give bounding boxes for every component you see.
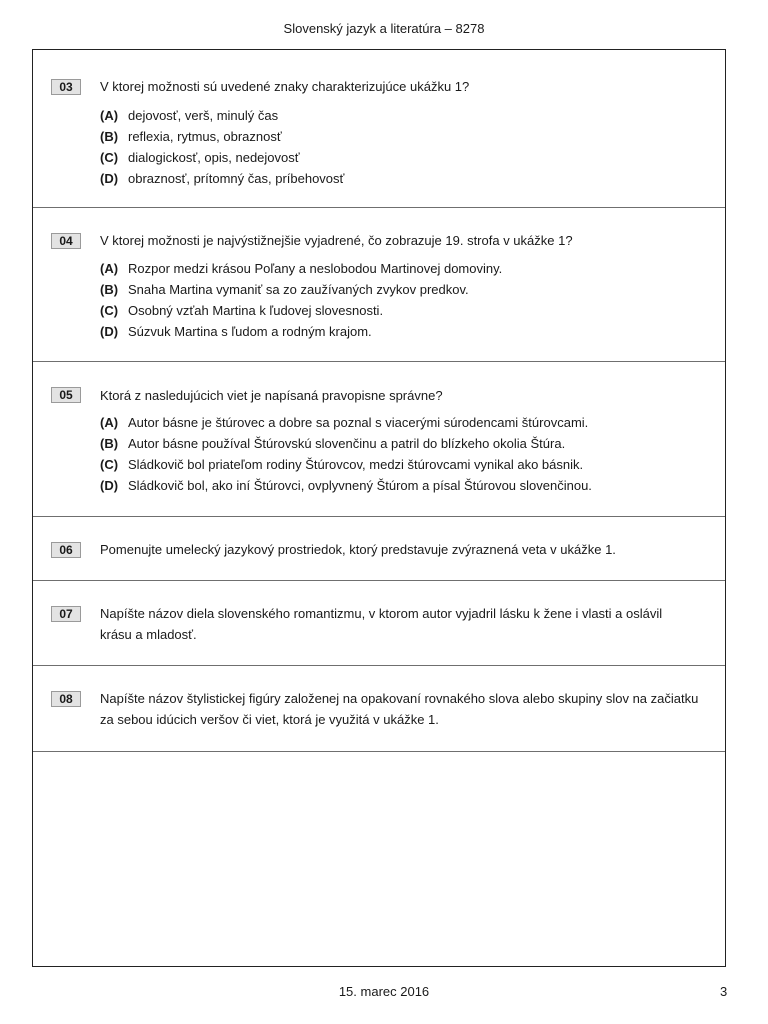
option-label: (B) bbox=[100, 282, 119, 297]
option-d[interactable] bbox=[100, 168, 715, 189]
question-08 bbox=[33, 665, 725, 752]
option-text: Autor básne je štúrovec a dobre sa poznal s viacerými súrodencami štúrovcami. bbox=[128, 415, 589, 430]
option-d[interactable] bbox=[100, 321, 715, 342]
question-text: Ktorá z nasledujúcich viet je napísaná pravopisne správne? bbox=[100, 388, 443, 403]
option-text: reflexia, rytmus, obraznosť bbox=[128, 129, 282, 144]
option-label: (C) bbox=[100, 150, 119, 165]
question-number: 05 bbox=[51, 387, 81, 403]
question-text: Pomenujte umelecký jazykový prostriedok, ktorý predstavuje zvýraznená veta v ukážke 1. bbox=[100, 542, 616, 557]
option-label: (D) bbox=[100, 478, 119, 493]
option-text: dialogickosť, opis, nedejovosť bbox=[128, 150, 300, 165]
option-d[interactable] bbox=[100, 475, 715, 496]
option-text: Sládkovič bol priateľom rodiny Štúrovcov, medzi štúrovcami vynikal ako básnik. bbox=[128, 457, 584, 472]
page-number: 3 bbox=[720, 984, 728, 999]
option-text: Autor básne používal Štúrovskú slovenčinu a patril do blízkeho okolia Štúra. bbox=[128, 436, 566, 451]
question-number: 07 bbox=[51, 606, 81, 622]
option-a[interactable] bbox=[100, 105, 715, 126]
option-label: (C) bbox=[100, 303, 119, 318]
question-number: 04 bbox=[51, 233, 81, 249]
question-06 bbox=[33, 516, 725, 581]
option-text: Sládkovič bol, ako iní Štúrovci, ovplyvnený Štúrom a písal Štúrovou slovenčinou. bbox=[128, 478, 592, 493]
option-text: dejovosť, verš, minulý čas bbox=[128, 108, 279, 123]
question-number: 03 bbox=[51, 79, 81, 95]
option-text: Rozpor medzi krásou Poľany a neslobodou Martinovej domoviny. bbox=[128, 261, 503, 276]
answer-area[interactable] bbox=[33, 751, 725, 966]
answer-options bbox=[100, 258, 715, 342]
option-label: (B) bbox=[100, 129, 119, 144]
question-text: V ktorej možnosti je najvýstižnejšie vyjadrené, čo zobrazuje 19. strofa v ukážke 1? bbox=[100, 233, 573, 248]
option-c[interactable] bbox=[100, 454, 715, 475]
question-number: 06 bbox=[51, 542, 81, 558]
option-b[interactable] bbox=[100, 433, 715, 454]
page-header: Slovenský jazyk a literatúra – 8278 bbox=[283, 21, 485, 36]
option-label: (C) bbox=[100, 457, 119, 472]
option-label: (A) bbox=[100, 261, 119, 276]
option-text: Snaha Martina vymaniť sa zo zaužívaných zvykov predkov. bbox=[128, 282, 469, 297]
option-text: Súzvuk Martina s ľudom a rodným krajom. bbox=[128, 324, 372, 339]
option-label: (D) bbox=[100, 171, 119, 186]
question-03 bbox=[33, 50, 725, 208]
footer-date: 15. marec 2016 bbox=[338, 984, 430, 999]
option-b[interactable] bbox=[100, 126, 715, 147]
answer-options bbox=[100, 412, 715, 496]
question-number: 08 bbox=[51, 691, 81, 707]
option-label: (B) bbox=[100, 436, 119, 451]
questions-frame bbox=[32, 49, 726, 967]
option-c[interactable] bbox=[100, 300, 715, 321]
question-07 bbox=[33, 580, 725, 666]
option-label: (A) bbox=[100, 108, 119, 123]
option-text: Osobný vzťah Martina k ľudovej slovesnosti. bbox=[128, 303, 384, 318]
option-a[interactable] bbox=[100, 258, 715, 279]
question-05 bbox=[33, 361, 725, 517]
question-04 bbox=[33, 207, 725, 362]
option-b[interactable] bbox=[100, 279, 715, 300]
question-text: Napíšte názov diela slovenského romantizmu, v ktorom autor vyjadril lásku k žene i vlasti a oslávil krásu a mladosť. bbox=[100, 606, 663, 642]
option-c[interactable] bbox=[100, 147, 715, 168]
question-text: V ktorej možnosti sú uvedené znaky charakterizujúce ukážku 1? bbox=[100, 79, 470, 94]
option-label: (A) bbox=[100, 415, 119, 430]
question-text: Napíšte názov štylistickej figúry založenej na opakovaní rovnakého slova alebo skupiny slov na začiatku za sebou idúcich veršov či viet, ktorá je využitá v ukážke 1. bbox=[100, 691, 699, 727]
answer-options bbox=[100, 105, 715, 189]
option-text: obraznosť, prítomný čas, príbehovosť bbox=[128, 171, 345, 186]
option-a[interactable] bbox=[100, 412, 715, 433]
option-label: (D) bbox=[100, 324, 119, 339]
